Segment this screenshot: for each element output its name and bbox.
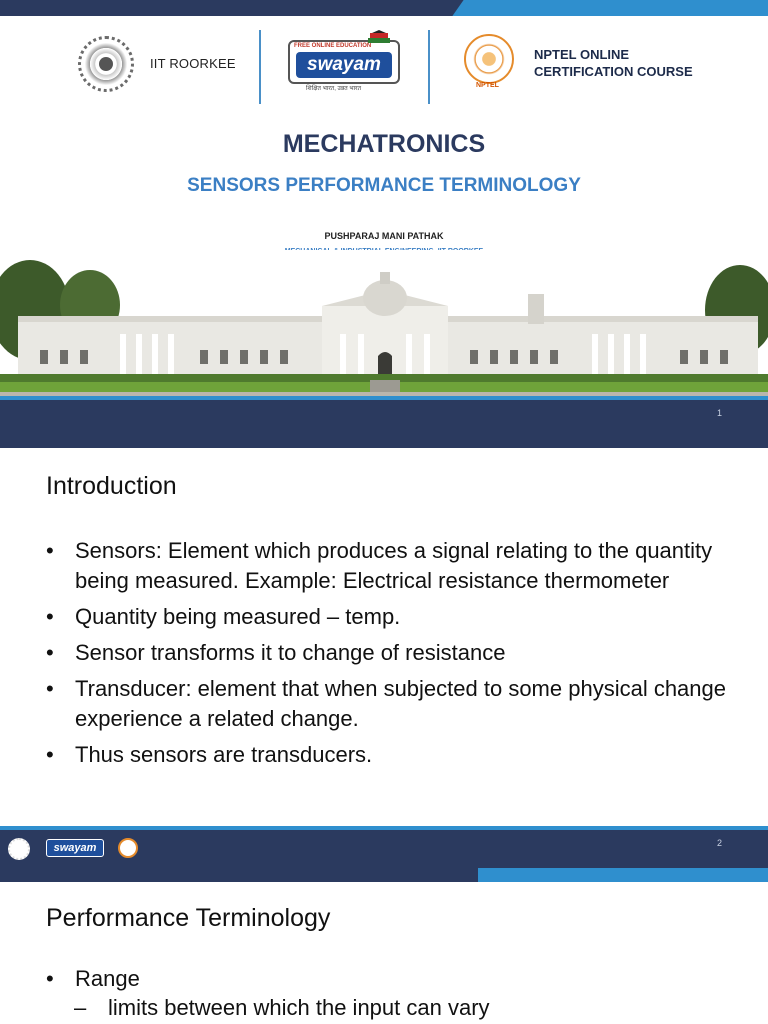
bullet-text: Range [75, 966, 140, 991]
sub-list-item [74, 994, 490, 1022]
slide-footer-band [0, 396, 768, 448]
footer-accent-block [478, 868, 768, 882]
campus-building-image [0, 250, 768, 396]
logo-divider [259, 30, 261, 104]
top-stripe [0, 0, 768, 16]
performance-terminology-slide [0, 882, 768, 1024]
course-title: MECHATRONICS [282, 130, 486, 158]
sub-bullet-text: limits between which the input can vary [108, 995, 490, 1020]
bullet-list [46, 964, 736, 994]
iit-roorkee-seal-icon [8, 838, 30, 860]
footer-accent-line [0, 396, 768, 400]
list-item [46, 536, 736, 596]
author-name: PUSHPARAJ MANI PATHAK [324, 231, 444, 241]
dash-icon: – [74, 995, 87, 1020]
sub-bullet-list [74, 994, 490, 1022]
bullet-icon: • [46, 604, 54, 629]
bullet-icon: • [46, 676, 54, 701]
nptel-logo-icon [464, 34, 514, 84]
swayam-wordmark: swayam [296, 52, 392, 78]
swayam-logo-small: swayam [46, 839, 104, 857]
title-slide [0, 0, 768, 448]
list-item [46, 740, 736, 770]
page-number: 1 [716, 408, 722, 418]
nptel-line2: CERTIFICATION COURSE [534, 64, 693, 79]
stripe-accent [468, 0, 768, 16]
bullet-text: Quantity being measured – temp. [75, 604, 401, 629]
footer-accent-line [0, 826, 768, 830]
introduction-slide [0, 448, 768, 882]
logo-row [0, 26, 768, 106]
nptel-logo-icon [118, 838, 138, 858]
books-icon [368, 30, 390, 44]
nptel-course-label [534, 46, 693, 80]
nptel-line1: NPTEL ONLINE [534, 47, 630, 62]
bullet-icon: • [46, 640, 54, 665]
bullet-text: Thus sensors are transducers. [75, 742, 373, 767]
institute-name: IIT ROORKEE [150, 56, 236, 71]
list-item [46, 674, 736, 734]
swayam-tagline: FREE ONLINE EDUCATION [294, 43, 372, 49]
bullet-icon: • [46, 966, 54, 991]
swayam-subtext: शिक्षित भारत, उन्नत भारत [306, 86, 361, 92]
list-item [46, 602, 736, 632]
bullet-icon: • [46, 538, 54, 563]
slide-heading: Introduction [46, 472, 177, 500]
bullet-text: Sensors: Element which produces a signal relating to the quantity being measured. Example: Electrical resistance thermometer [75, 538, 713, 593]
list-item [46, 638, 736, 668]
slide-heading: Performance Terminology [46, 904, 331, 932]
iit-roorkee-seal-icon [78, 36, 134, 92]
swayam-logo [288, 40, 400, 84]
bullet-text: Transducer: element that when subjected to some physical change experience a related change. [75, 676, 726, 731]
bullet-icon: • [46, 742, 54, 767]
bullet-text: Sensor transforms it to change of resistance [75, 640, 506, 665]
slide-footer-band [0, 826, 768, 882]
logo-divider [428, 30, 430, 104]
list-item [46, 964, 736, 994]
lecture-subtitle: SENSORS PERFORMANCE TERMINOLOGY [187, 175, 581, 196]
bullet-list [46, 536, 736, 776]
nptel-small-label: NPTEL [476, 82, 499, 89]
page-number: 2 [716, 838, 722, 848]
